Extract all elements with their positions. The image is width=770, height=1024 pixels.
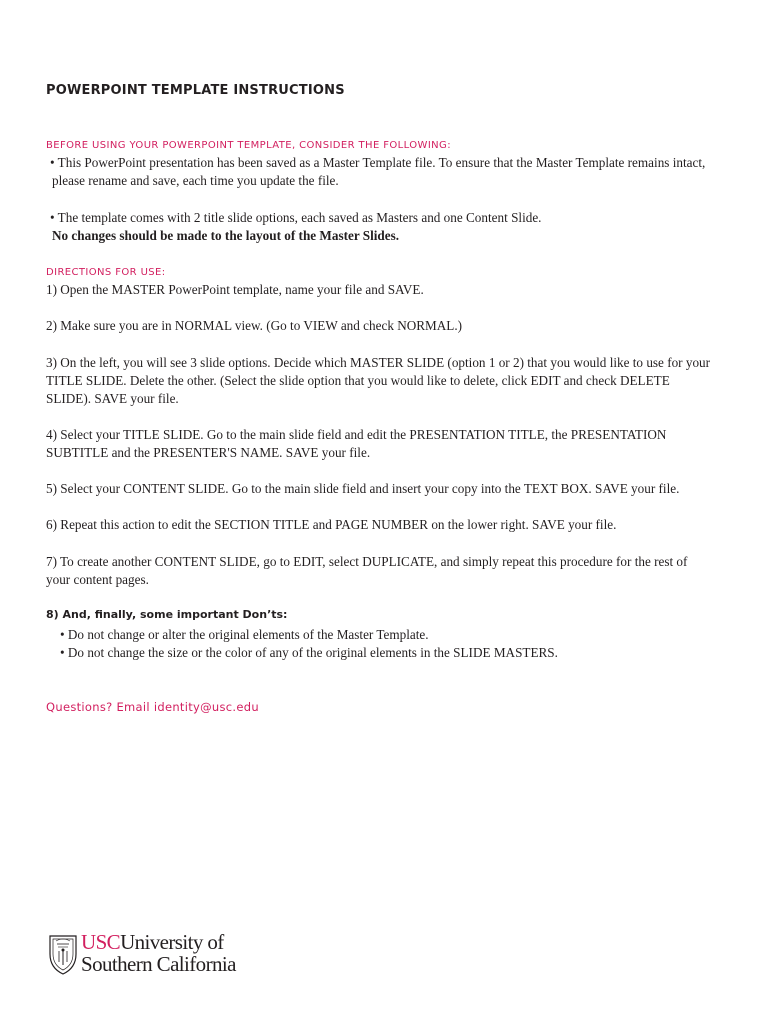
logo-southern-california: Southern California <box>81 952 236 976</box>
contact-email-link[interactable]: Questions? Email identity@usc.edu <box>46 700 259 714</box>
directions-heading: DIRECTIONS FOR USE: <box>46 267 166 278</box>
step-3-line-3: SLIDE). SAVE your file. <box>46 391 179 406</box>
before-bullet-1-line-2: please rename and save, each time you update the file. <box>52 173 339 188</box>
logo-university-of: University of <box>120 930 224 954</box>
donts-heading: 8) And, finally, some important Don’ts: <box>46 608 288 621</box>
step-3-line-2: TITLE SLIDE. Delete the other. (Select the slide option that you would like to delete, click EDIT and check DELETE <box>46 373 670 388</box>
logo-usc-wordmark: USC <box>81 930 121 954</box>
dont-item-2: • Do not change the size or the color of any of the original elements in the SLIDE MASTERS. <box>60 645 558 660</box>
step-4-line-2: SUBTITLE and the PRESENTER'S NAME. SAVE your file. <box>46 445 371 460</box>
step-1: 1) Open the MASTER PowerPoint template, name your file and SAVE. <box>46 282 424 297</box>
usc-logo <box>48 930 248 980</box>
dont-item-1: • Do not change or alter the original elements of the Master Template. <box>60 627 429 642</box>
step-7-line-2: your content pages. <box>46 572 149 587</box>
before-bullet-2-line-2: No changes should be made to the layout of the Master Slides. <box>52 228 400 243</box>
step-4-line-1: 4) Select your TITLE SLIDE. Go to the main slide field and edit the PRESENTATION TITLE, the PRESENTATION <box>46 427 667 442</box>
step-5: 5) Select your CONTENT SLIDE. Go to the main slide field and insert your copy into the TEXT BOX. SAVE your file. <box>46 481 680 496</box>
step-2: 2) Make sure you are in NORMAL view. (Go to VIEW and check NORMAL.) <box>46 318 463 333</box>
before-heading: BEFORE USING YOUR POWERPOINT TEMPLATE, CONSIDER THE FOLLOWING: <box>46 140 451 151</box>
page-title: POWERPOINT TEMPLATE INSTRUCTIONS <box>46 83 345 98</box>
usc-seal-icon <box>48 932 78 976</box>
before-bullet-1-line-1: • This PowerPoint presentation has been saved as a Master Template file. To ensure that the Master Template remains intact, <box>50 155 706 170</box>
step-3-line-1: 3) On the left, you will see 3 slide options. Decide which MASTER SLIDE (option 1 or 2) that you would like to use for your <box>46 355 711 370</box>
before-bullet-2-line-1: • The template comes with 2 title slide options, each saved as Masters and one Content Slide. <box>50 210 542 225</box>
step-6: 6) Repeat this action to edit the SECTION TITLE and PAGE NUMBER on the lower right. SAVE your file. <box>46 517 617 532</box>
step-7-line-1: 7) To create another CONTENT SLIDE, go to EDIT, select DUPLICATE, and simply repeat this procedure for the rest of <box>46 554 688 569</box>
